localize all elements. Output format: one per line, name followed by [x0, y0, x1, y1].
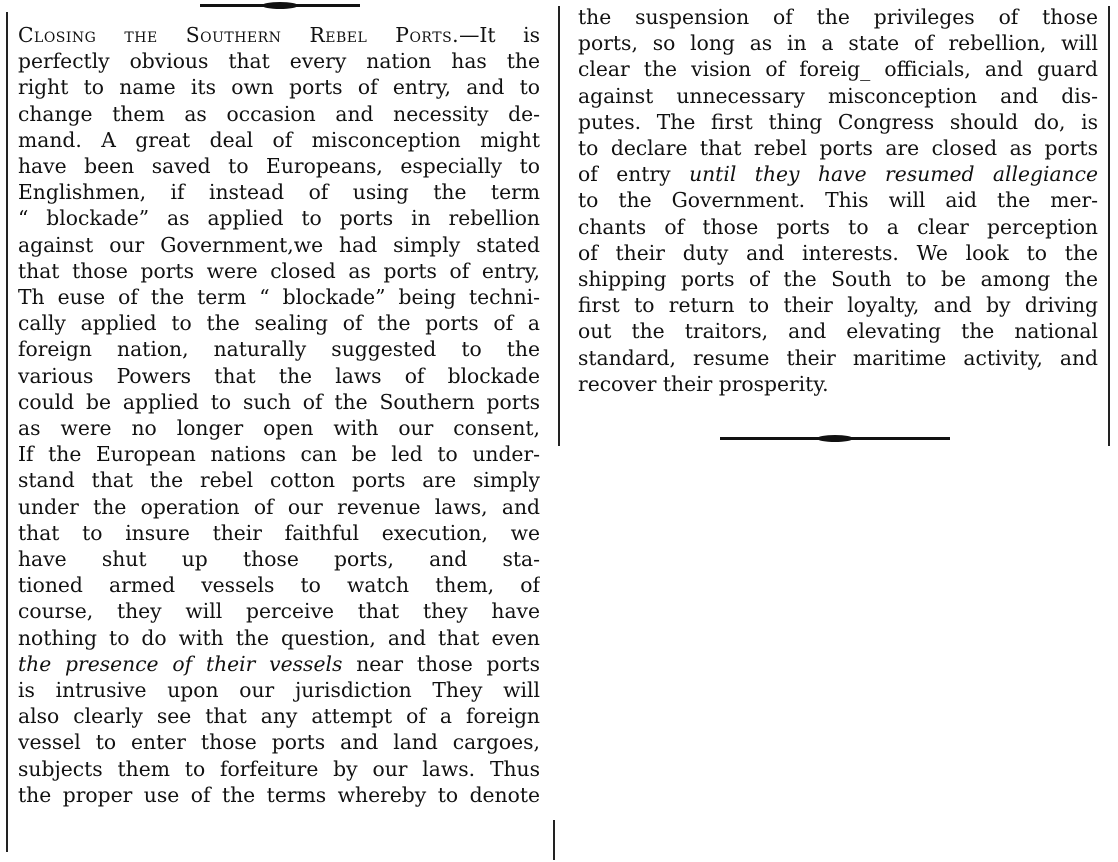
line-text: of entry	[578, 162, 690, 187]
column-rule-middle	[558, 6, 560, 446]
text-line	[18, 389, 540, 415]
text-line	[578, 371, 1098, 397]
text-line	[18, 127, 540, 153]
column-rule-right	[1108, 6, 1110, 446]
text-line	[578, 109, 1098, 135]
text-line	[18, 258, 540, 284]
text-line	[578, 135, 1098, 161]
text-line	[578, 292, 1098, 318]
text-line	[578, 187, 1098, 213]
column-rule-left	[6, 12, 8, 852]
text-line	[18, 598, 540, 624]
line-text: Th euse of the term “ blockade” being techni-	[18, 285, 540, 310]
line-text: first to return to their loyalty, and by driving	[578, 293, 1098, 318]
text-line	[18, 22, 540, 48]
line-text: against our Government,we had simply stated	[18, 232, 540, 257]
text-line	[18, 625, 540, 651]
top-ornament-divider	[200, 4, 360, 7]
text-line	[18, 363, 540, 389]
line-text: putes. The first thing Congress should do, is	[578, 109, 1098, 134]
line-text: under the operation of our revenue laws, and	[18, 494, 540, 519]
text-line	[18, 284, 540, 310]
text-line	[18, 572, 540, 598]
line-text: mand. A great deal of misconception might	[18, 127, 540, 152]
text-line	[18, 232, 540, 258]
line-text: —It is	[459, 23, 540, 47]
italic-phrase: until they have resumed allegiance	[689, 162, 1098, 187]
article-column-right	[578, 4, 1098, 397]
line-text: to declare that rebel ports are closed as ports	[578, 136, 1098, 161]
line-text: have been saved to Europeans, especially to	[18, 154, 540, 179]
line-text: foreign nation, naturally suggested to the	[18, 337, 540, 362]
text-line	[18, 441, 540, 467]
line-text: have shut up those ports, and sta-	[18, 547, 540, 572]
text-line	[578, 4, 1098, 30]
line-text: stand that the rebel cotton ports are simply	[18, 468, 540, 493]
text-line	[18, 494, 540, 520]
line-text: clear the vision of foreig_ officials, and guard	[578, 57, 1098, 82]
text-line	[578, 56, 1098, 82]
line-text: change them as occasion and necessity de-	[18, 101, 540, 126]
line-text: perfectly obvious that every nation has the	[18, 49, 540, 74]
text-line	[18, 179, 540, 205]
line-text: various Powers that the laws of blockade	[18, 363, 540, 388]
text-line	[18, 467, 540, 493]
line-text: vessel to enter those ports and land cargoes,	[18, 730, 540, 755]
line-text: If the European nations can be led to under-	[18, 442, 540, 467]
line-text: near those ports	[342, 651, 540, 676]
line-text: shipping ports of the South to be among the	[578, 267, 1098, 292]
text-line	[18, 677, 540, 703]
text-line	[18, 153, 540, 179]
text-line	[578, 318, 1098, 344]
column-rule-middle-lower	[553, 820, 555, 860]
line-text: tioned armed vessels to watch them, of	[18, 573, 540, 598]
text-line	[578, 30, 1098, 56]
line-text: cally applied to the sealing of the ports of a	[18, 311, 540, 336]
line-text: ports, so long as in a state of rebellion, will	[578, 31, 1098, 56]
text-line	[18, 546, 540, 572]
text-line	[18, 205, 540, 231]
text-line	[18, 703, 540, 729]
text-line	[18, 651, 540, 677]
text-line	[18, 415, 540, 441]
line-text: right to name its own ports of entry, and to	[18, 75, 540, 100]
text-line	[578, 83, 1098, 109]
line-text: Englishmen, if instead of using the term	[18, 180, 540, 205]
article-headline: Closing the Southern Rebel Ports.	[18, 23, 460, 47]
text-line	[18, 74, 540, 100]
line-text: standard, resume their maritime activity, and	[578, 345, 1098, 370]
line-text: subjects them to forfeiture by our laws. Thus	[18, 756, 540, 781]
line-text: to the Government. This will aid the mer-	[578, 188, 1098, 213]
line-text: out the traitors, and elevating the national	[578, 319, 1098, 344]
line-text: is intrusive upon our jurisdiction They will	[18, 678, 540, 703]
line-text: that to insure their faithful execution, we	[18, 520, 540, 545]
text-line	[18, 520, 540, 546]
line-text: of their duty and interests. We look to the	[578, 240, 1098, 265]
text-line	[578, 161, 1098, 187]
text-line	[578, 266, 1098, 292]
article-column-left	[18, 22, 540, 808]
italic-phrase: the presence of their vessels	[18, 651, 343, 676]
line-text: chants of those ports to a clear perception	[578, 214, 1098, 239]
line-text: could be applied to such of the Southern ports	[18, 389, 540, 414]
line-text: nothing to do with the question, and that even	[18, 625, 540, 650]
text-line	[18, 336, 540, 362]
text-line	[18, 729, 540, 755]
end-ornament-divider	[720, 437, 950, 440]
line-text: the proper use of the terms whereby to denote	[18, 782, 540, 807]
text-line	[18, 756, 540, 782]
line-text: also clearly see that any attempt of a foreign	[18, 704, 540, 729]
text-line	[18, 101, 540, 127]
text-line	[578, 214, 1098, 240]
line-text: as were no longer open with our consent,	[18, 416, 540, 441]
line-text: the suspension of the privileges of those	[578, 5, 1098, 29]
text-line	[18, 782, 540, 808]
text-line	[18, 48, 540, 74]
text-line	[578, 240, 1098, 266]
text-line	[578, 345, 1098, 371]
line-text: that those ports were closed as ports of entry,	[18, 258, 540, 283]
line-text: course, they will perceive that they have	[18, 599, 540, 624]
line-text: “ blockade” as applied to ports in rebellion	[18, 206, 540, 231]
line-text: recover their prosperity.	[578, 371, 829, 396]
line-text: against unnecessary misconception and dis-	[578, 83, 1098, 108]
text-line	[18, 310, 540, 336]
